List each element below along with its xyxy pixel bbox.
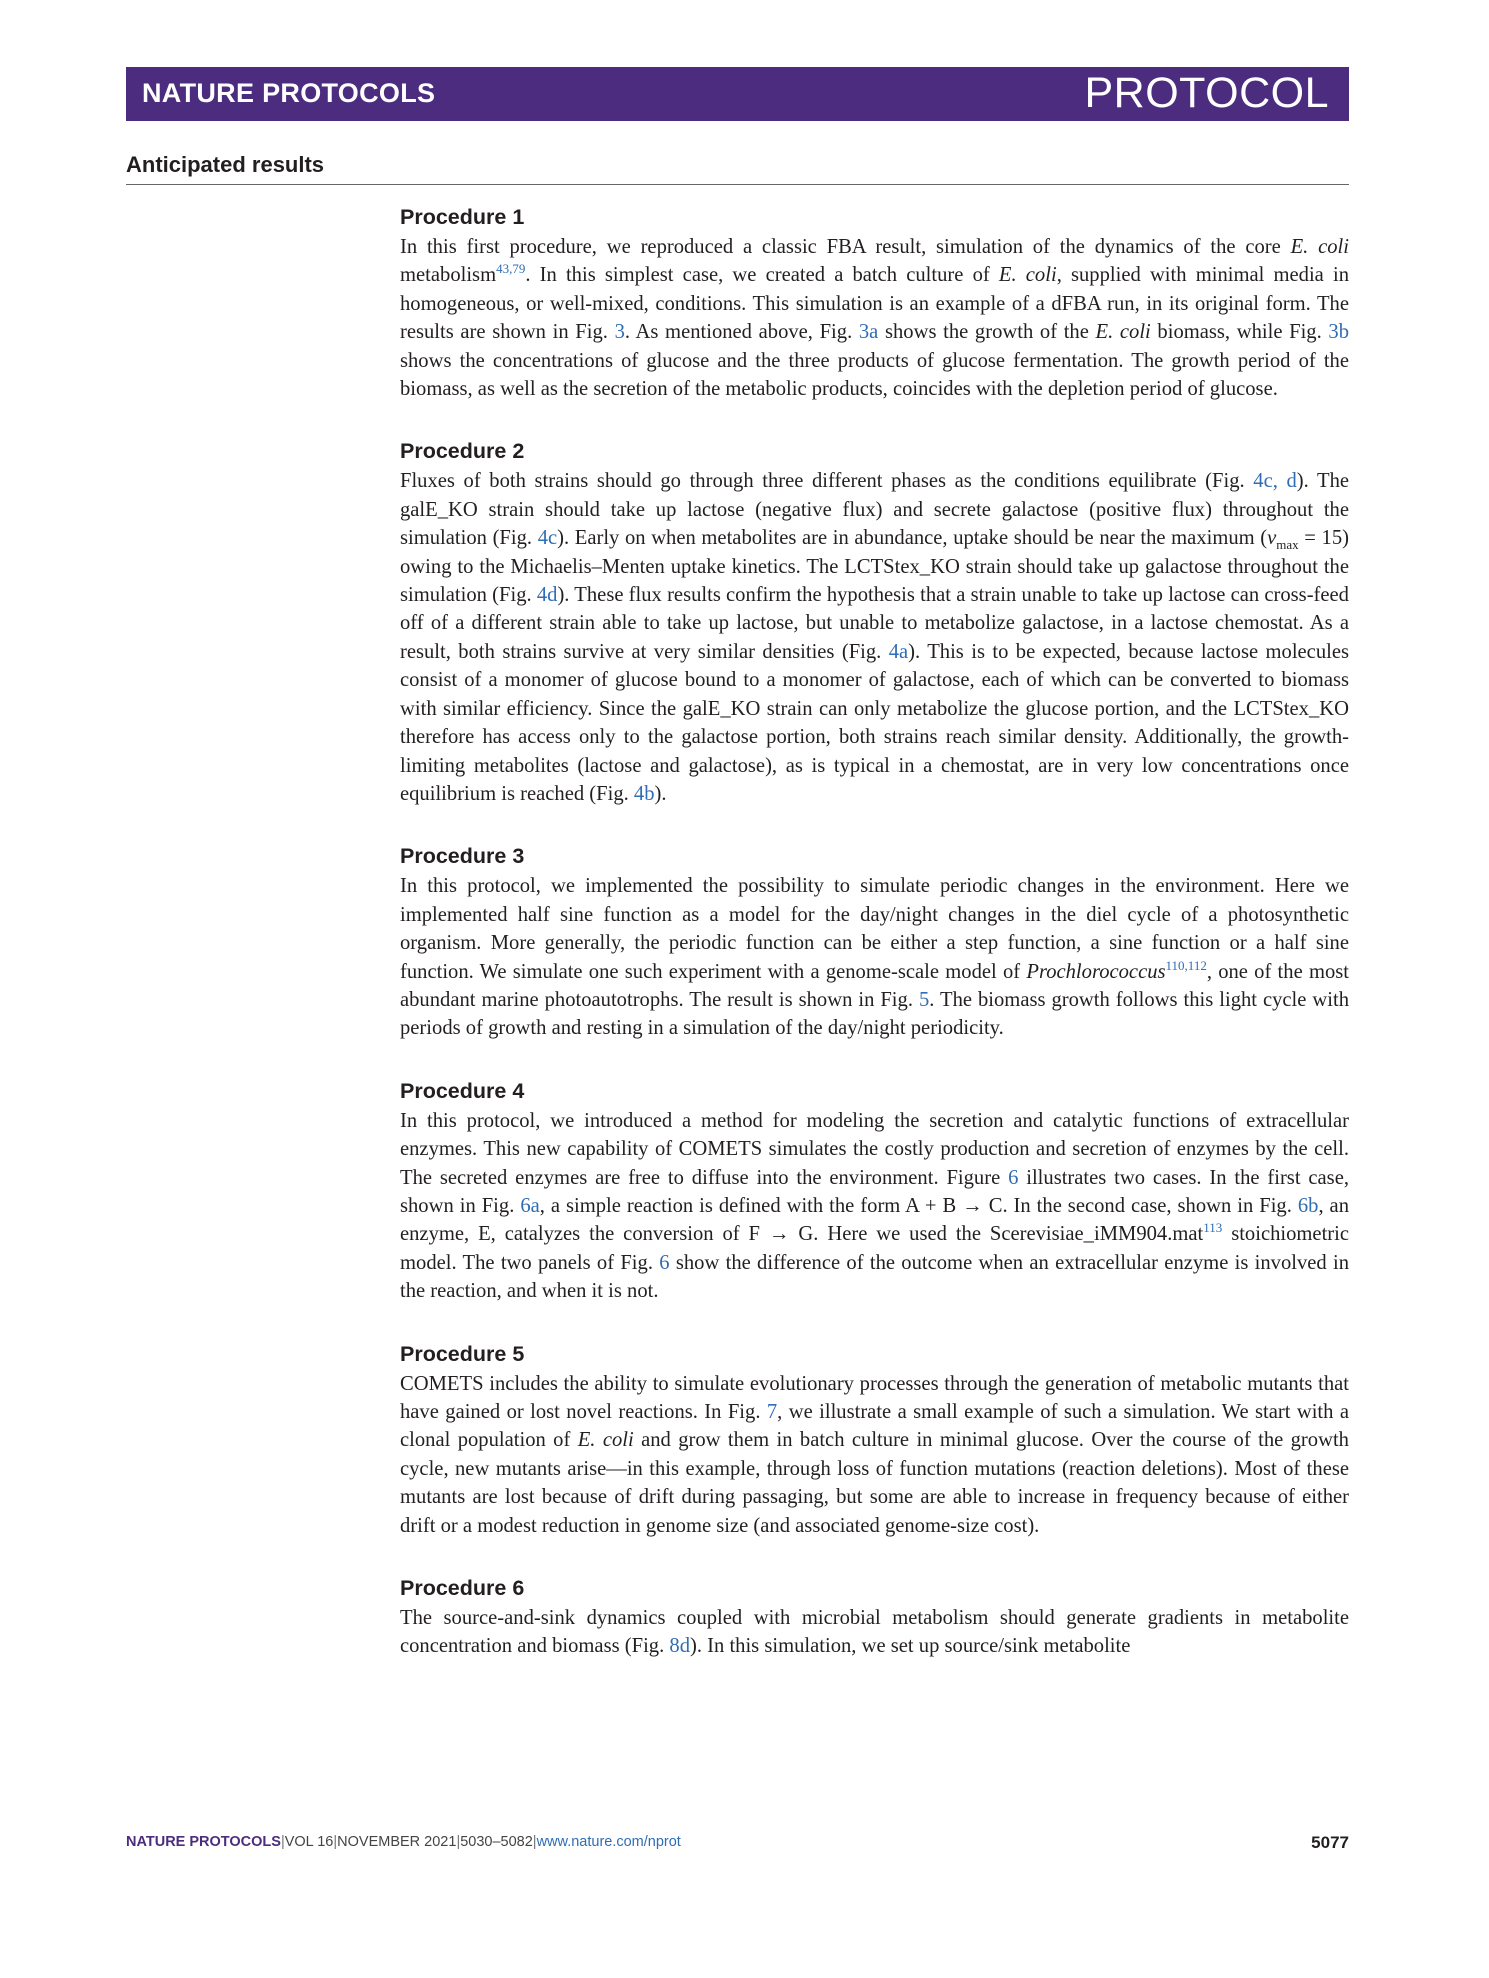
- citation-link[interactable]: 43,79: [496, 261, 526, 277]
- figure-link[interactable]: 3: [614, 321, 625, 344]
- procedure-text: Fluxes of both strains should go through three different phases as the conditions equilibrate (Fig. 4c, d). The galE_KO strain should take up lactose (negative flux) and secrete galactose (positive flux) throughout the simulation (Fig. 4c). Early on when metabolites are in abundance, uptake should be near the maximum $(v_{max} = 15)$ owing to the Michaelis–Menten uptake kinetics. The LCTStex_KO strain should take up galactose throughout the simulation (Fig. 4d). These flux results confirm the hypothesis that a strain unable to take up lactose can cross-feed off of a different strain able to take up lactose, but unable to metabolize galactose, in a lactose chemostat. As a result, both strains survive at very similar densities (Fig. 4a). This is to be expected, because lactose molecules consist of a monomer of glucose bound to a monomer of galactose, each of which can be converted to biomass with similar efficiency. Since the galE_KO strain can only metabolize the glucose portion, and the LCTStex_KO therefore has access only to the galactose portion, both strains reach similar density. Additionally, the growth-limiting metabolites (lactose and galactose), as is typical in a chemostat, are in very low concentrations once equilibrium is reached (Fig. 4b).: [400, 470, 1349, 805]
- figure-link[interactable]: 4d: [536, 584, 558, 607]
- figure-link[interactable]: 6: [1008, 1166, 1019, 1189]
- procedure-title: Procedure 2: [400, 439, 525, 464]
- citation-link[interactable]: 113: [1203, 1220, 1223, 1236]
- procedure-2: [400, 437, 1349, 808]
- figure-link[interactable]: 4c: [537, 527, 558, 550]
- page-footer: NATURE PROTOCOLS|VOL 16|NOVEMBER 2021|5030–5082|www.nature.com/nprot 5077: [126, 1833, 1349, 1852]
- footer-url-link[interactable]: www.nature.com/nprot: [536, 1834, 681, 1850]
- procedure-title: Procedure 1: [400, 205, 525, 229]
- procedure-1: [400, 203, 1349, 403]
- figure-link[interactable]: 5: [918, 988, 930, 1011]
- procedure-3: [400, 842, 1349, 1042]
- procedure-title: Procedure 6: [400, 1576, 525, 1601]
- procedure-text: In this protocol, we introduced a method for modeling the secretion and catalytic functions of extracellular enzymes. This new capability of COMETS simulates the costly production and secretion of enzymes by the cell. The secreted enzymes are free to diffuse into the environment. Figure 6 illustrates two cases. In the first case, shown in Fig. 6a, a simple reaction is defined with the form A + B → C. In the second case, shown in Fig. 6b, an enzyme, E, catalyzes the conversion of F → G. Here we used the Scerevisiae_iMM904.mat$^{113}$ stoichiometric model. The two panels of Fig. 6 show the difference of the outcome when an extracellular enzyme is involved in the reaction, and when it is not.: [400, 1109, 1350, 1303]
- citation-link[interactable]: 110,112: [1165, 957, 1207, 973]
- procedure-title: Procedure 5: [400, 1341, 525, 1366]
- figure-link[interactable]: 6b: [1297, 1194, 1319, 1217]
- procedure-text: The source-and-sink dynamics coupled with microbial metabolism should generate gradients in metabolite concentration and biomass (Fig. 8d). In this simulation, we set up source/sink metabolite: [400, 1607, 1349, 1658]
- figure-link[interactable]: 6a: [520, 1194, 540, 1217]
- page-number: 5077: [1311, 1833, 1349, 1852]
- footer-date: NOVEMBER 2021: [337, 1834, 457, 1850]
- figure-link[interactable]: 4c, d: [1253, 470, 1297, 493]
- procedure-title: Procedure 4: [400, 1078, 525, 1103]
- section-heading: Anticipated results: [126, 152, 1349, 185]
- journal-name: NATURE PROTOCOLS: [142, 78, 436, 108]
- procedure-6: [400, 1574, 1349, 1661]
- procedure-text: In this first procedure, we reproduced a classic FBA result, simulation of the dynamics of the core E. coli metabolism$^{43,79}$. In this simplest case, we created a batch culture of E. coli, supplied with minimal media in homogeneous, or well-mixed, conditions. This simulation is an example of a dFBA run, in its original form. The results are shown in Fig. 3. As mentioned above, Fig. 3a shows the growth of the E. coli biomass, while Fig. 3b shows the concentrations of glucose and the three products of glucose fermentation. The growth period of the biomass, as well as the secretion of the metabolic products, coincides with the depletion period of glucose.: [400, 236, 1350, 401]
- footer-volume: VOL 16: [284, 1834, 334, 1850]
- article-type: PROTOCOL: [1084, 69, 1329, 117]
- footer-pages: 5030–5082: [460, 1834, 533, 1850]
- footer-journal: NATURE PROTOCOLS: [126, 1834, 281, 1850]
- article-body: [400, 203, 1349, 1695]
- journal-header-bar: [126, 67, 1349, 121]
- procedure-5: [400, 1340, 1349, 1540]
- procedure-title: Procedure 3: [400, 844, 525, 869]
- figure-link[interactable]: 3a: [858, 321, 879, 344]
- figure-link[interactable]: 4b: [633, 782, 655, 805]
- figure-link[interactable]: 8d: [669, 1635, 690, 1658]
- procedure-text: COMETS includes the ability to simulate evolutionary processes through the generation of metabolic mutants that have gained or lost novel reactions. In Fig. 7, we illustrate a small example of such a simulation. We start with a clonal population of E. coli and grow them in batch culture in minimal glucose. Over the course of the growth cycle, new mutants arise—in this example, through loss of function mutations (reaction deletions). Most of these mutants are lost because of drift during passaging, but some are able to increase in frequency because of either drift or a modest reduction in genome size (and associated genome-size cost).: [400, 1372, 1349, 1537]
- procedure-text: In this protocol, we implemented the possibility to simulate periodic changes in the environment. Here we implemented half sine function as a model for the day/night changes in the diel cycle of a photosynthetic organism. More generally, the periodic function can be either a step function, a sine function or a half sine function. We simulate one such experiment with a genome-scale model of Prochlorococcus$^{110,112}$, one of the most abundant marine photoautotrophs. The result is shown in Fig. 5. The biomass growth follows this light cycle with periods of growth and resting in a simulation of the day/night periodicity.: [400, 875, 1349, 1040]
- figure-link[interactable]: 7: [766, 1401, 778, 1423]
- figure-link[interactable]: 4a: [888, 640, 909, 663]
- figure-link[interactable]: 3b: [1328, 321, 1349, 344]
- figure-link[interactable]: 6: [659, 1251, 670, 1274]
- procedure-4: [400, 1077, 1349, 1306]
